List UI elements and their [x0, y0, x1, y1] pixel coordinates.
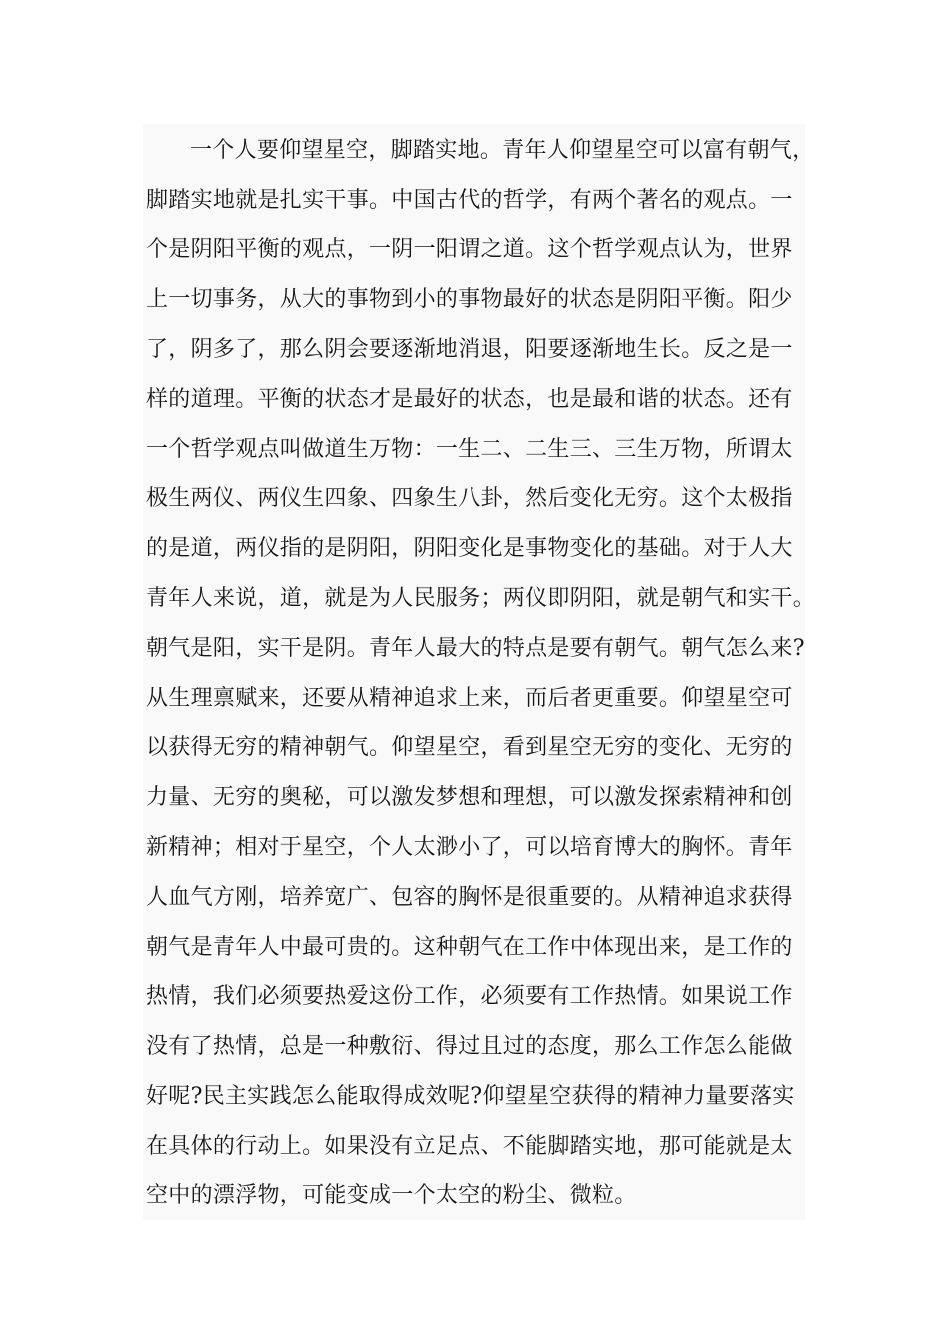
text-line: 了，阴多了，那么阴会要逐渐地消退，阳要逐渐地生长。反之是一 [146, 337, 793, 362]
text-line: 从生理禀赋来，还要从精神追求上来，而后者更重要。仰望星空可 [146, 686, 793, 711]
text-line: 脚踏实地就是扎实干事。中国古代的哲学，有两个著名的观点。一 [146, 188, 793, 213]
text-line: 上一切事务，从大的事物到小的事物最好的状态是阴阳平衡。阳少 [146, 287, 793, 312]
text-line: 样的道理。平衡的状态才是最好的状态，也是最和谐的状态。还有 [146, 387, 793, 412]
text-line: 空中的漂浮物，可能变成一个太空的粉尘、微粒。 [146, 1183, 637, 1208]
text-line: 在具体的行动上。如果没有立足点、不能脚踏实地，那可能就是太 [146, 1134, 793, 1159]
text-line: 青年人来说，道，就是为人民服务；两仪即阴阳，就是朝气和实干。 [146, 586, 816, 611]
text-line: 朝气是青年人中最可贵的。这种朝气在工作中体现出来，是工作的 [146, 935, 793, 960]
text-line: 的是道，两仪指的是阴阳，阴阳变化是事物变化的基础。对于人大 [146, 536, 793, 561]
text-line: 一个哲学观点叫做道生万物：一生二、二生三、三生万物，所谓太 [146, 437, 793, 462]
text-line: 极生两仪、两仪生四象、四象生八卦，然后变化无穷。这个太极指 [146, 486, 793, 511]
text-line: 力量、无穷的奥秘，可以激发梦想和理想，可以激发探索精神和创 [146, 785, 793, 810]
text-line: 个是阴阳平衡的观点，一阴一阳谓之道。这个哲学观点认为，世界 [146, 237, 793, 262]
text-line: 以获得无穷的精神朝气。仰望星空，看到星空无穷的变化、无穷的 [146, 735, 793, 760]
paragraph [143, 124, 816, 1220]
text-line: 一个人要仰望星空，脚踏实地。青年人仰望星空可以富有朝气， [190, 138, 815, 163]
text-line: 人血气方刚，培养宽广、包容的胸怀是很重要的。从精神追求获得 [146, 885, 793, 910]
text-line: 好呢?民主实践怎么能取得成效呢?仰望星空获得的精神力量要落实 [146, 1084, 795, 1109]
text-line: 热情，我们必须要热爱这份工作，必须要有工作热情。如果说工作 [146, 984, 793, 1009]
text-line: 新精神；相对于星空，个人太渺小了，可以培育博大的胸怀。青年 [146, 835, 793, 860]
text-line: 朝气是阳，实干是阴。青年人最大的特点是要有朝气。朝气怎么来? [146, 636, 805, 661]
text-line: 没有了热情，总是一种敷衍、得过且过的态度，那么工作怎么能做 [146, 1034, 793, 1059]
